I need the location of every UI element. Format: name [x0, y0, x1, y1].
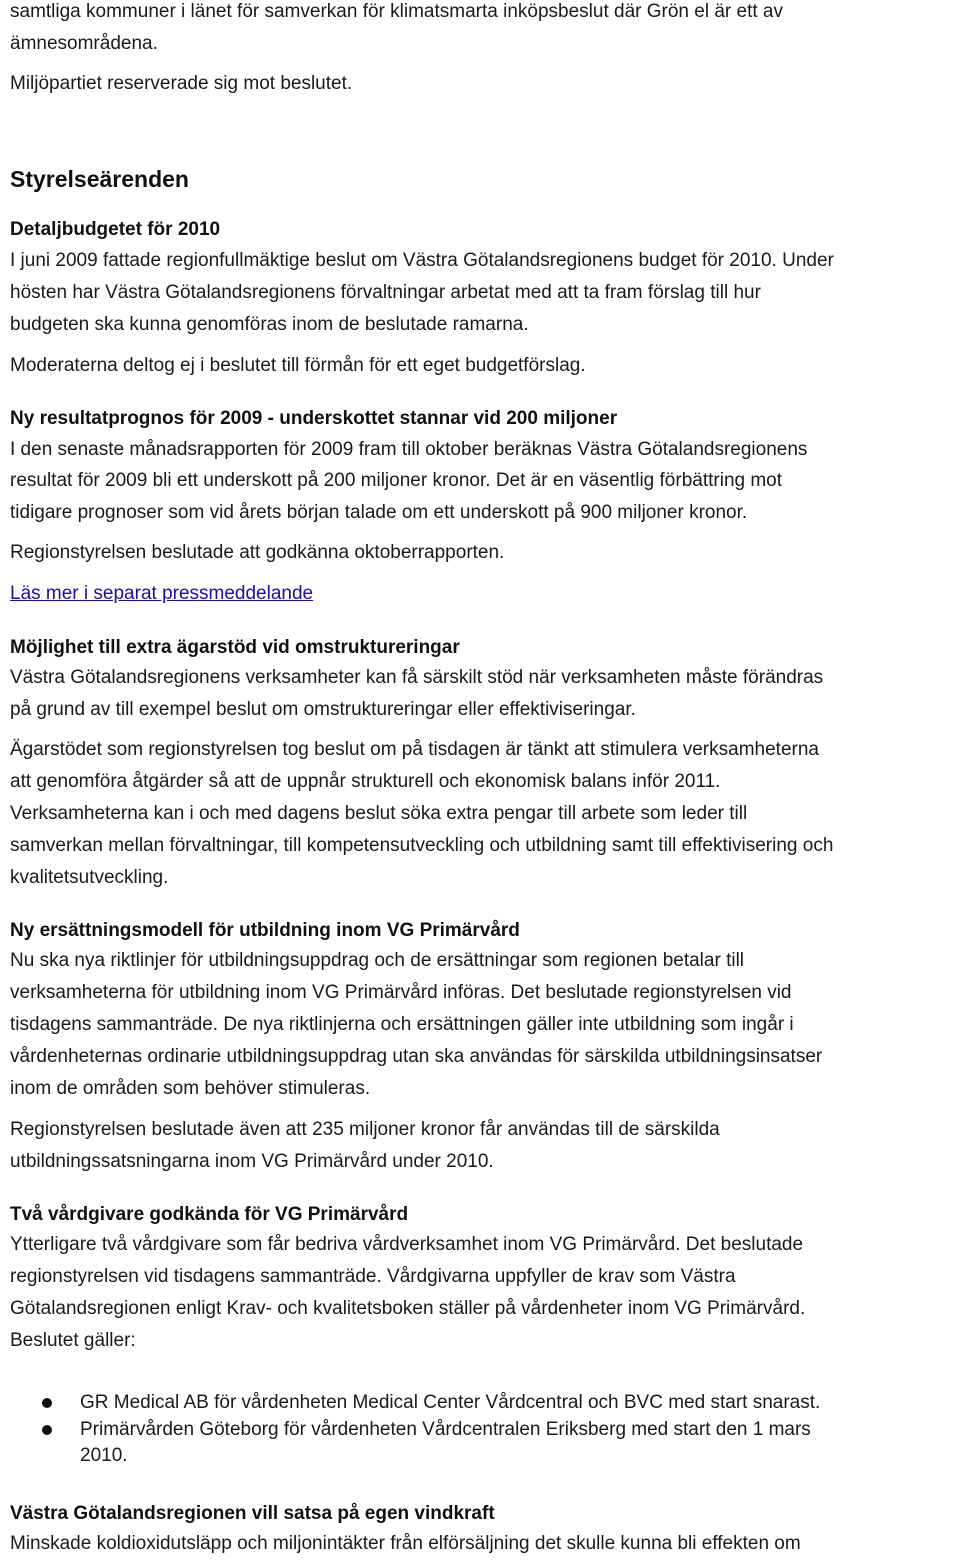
ersattning-line: tisdagens sammanträde. De nya riktlinjerna och ersättningen gäller inte utbildning som ingår i: [10, 1014, 794, 1035]
agarstod-heading: Möjlighet till extra ägarstöd vid omstruktureringar: [10, 637, 460, 658]
budget-line: budgeten ska kunna genomföras inom de beslutade ramarna.: [10, 314, 529, 335]
budget-line: I juni 2009 fattade regionfullmäktige beslut om Västra Götalandsregionens budget för 2010. Under: [10, 250, 834, 271]
bullet-dot-icon: [42, 1398, 52, 1408]
list-item-continuation: 2010.: [80, 1445, 128, 1466]
ersattning-line: Nu ska nya riktlinjer för utbildningsuppdrag och de ersättningar som regionen betalar till: [10, 950, 745, 971]
agarstod-line: på grund av till exempel beslut om omstruktureringar eller effektiviseringar.: [10, 699, 636, 720]
agarstod-line: att genomföra åtgärder så att de uppnår strukturell och ekonomisk balans inför 2011.: [10, 771, 721, 792]
agarstod-line: Verksamheterna kan i och med dagens beslut söka extra pengar till arbete som leder till: [10, 803, 748, 824]
prognos-heading: Ny resultatprognos för 2009 - underskottet stannar vid 200 miljoner: [10, 408, 618, 429]
vardgivare-line: regionstyrelsen vid tisdagens sammanträde. Vårdgivarna uppfyller de krav som Västra: [10, 1266, 736, 1287]
ersattning-line: Regionstyrelsen beslutade även att 235 miljoner kronor får användas till de särskilda: [10, 1119, 720, 1140]
vardgivare-line: Beslutet gäller:: [10, 1330, 136, 1351]
vardgivare-line: Ytterligare två vårdgivare som får bedriva vårdverksamhet inom VG Primärvård. Det beslutade: [10, 1234, 804, 1255]
vindkraft-line: Minskade koldioxidutsläpp och miljonintäkter från elförsäljning det skulle kunna bli effekten om: [10, 1533, 801, 1554]
agarstod-line: Västra Götalandsregionens verksamheter kan få särskilt stöd när verksamheten måste förändras: [10, 667, 824, 688]
intro-line: Miljöpartiet reserverade sig mot beslutet.: [10, 73, 353, 94]
ersattning-line: utbildningssatsningarna inom VG Primärvård under 2010.: [10, 1151, 494, 1172]
agarstod-line: samverkan mellan förvaltningar, till kompetensutveckling och utbildning samt till effektivisering och: [10, 835, 834, 856]
ersattning-line: verksamheterna för utbildning inom VG Primärvård införas. Det beslutade regionstyrelsen vid: [10, 982, 792, 1003]
agarstod-line: Ägarstödet som regionstyrelsen tog beslut om på tisdagen är tänkt att stimulera verksamheterna: [10, 739, 819, 760]
list-item: Primärvården Göteborg för vårdenheten Vårdcentralen Eriksberg med start den 1 mars: [80, 1419, 811, 1440]
section-heading: Styrelseärenden: [10, 166, 189, 192]
vindkraft-heading: Västra Götalandsregionen vill satsa på egen vindkraft: [10, 1503, 495, 1524]
prognos-line: I den senaste månadsrapporten för 2009 fram till oktober beräknas Västra Götalandsregionens: [10, 439, 808, 460]
intro-line: ämnesområdena.: [10, 33, 158, 54]
ersattning-line: inom de områden som behöver stimuleras.: [10, 1078, 371, 1099]
agarstod-line: kvalitetsutveckling.: [10, 867, 169, 888]
prognos-decision: Regionstyrelsen beslutade att godkänna oktoberrapporten.: [10, 542, 505, 563]
prognos-line: tidigare prognoser som vid årets början talade om ett underskott på 900 miljoner kronor.: [10, 502, 748, 523]
budget-line: hösten har Västra Götalandsregionens förvaltningar arbetat med att ta fram förslag till hur: [10, 282, 761, 303]
ersattning-heading: Ny ersättningsmodell för utbildning inom VG Primärvård: [10, 920, 520, 941]
list-item: GR Medical AB för vårdenheten Medical Center Vårdcentral och BVC med start snarast.: [80, 1392, 821, 1413]
press-release-link[interactable]: Läs mer i separat pressmeddelande: [10, 583, 314, 604]
bullet-dot-icon: [42, 1425, 52, 1435]
vardgivare-heading: Två vårdgivare godkända för VG Primärvård: [10, 1204, 409, 1225]
vardgivare-line: Götalandsregionen enligt Krav- och kvalitetsboken ställer på vårdenheter inom VG Primärvård.: [10, 1298, 806, 1319]
ersattning-line: vårdenheternas ordinarie utbildningsuppdrag utan ska användas för särskilda utbildningsinsatser: [10, 1046, 823, 1067]
intro-line: samtliga kommuner i länet för samverkan för klimatsmarta inköpsbeslut där Grön el är ett av: [10, 1, 783, 22]
prognos-line: resultat för 2009 bli ett underskott på 200 miljoner kronor. Det är en väsentlig förbättring mot: [10, 470, 783, 491]
budget-note: Moderaterna deltog ej i beslutet till förmån för ett eget budgetförslag.: [10, 355, 586, 376]
budget-heading: Detaljbudgetet för 2010: [10, 219, 221, 240]
